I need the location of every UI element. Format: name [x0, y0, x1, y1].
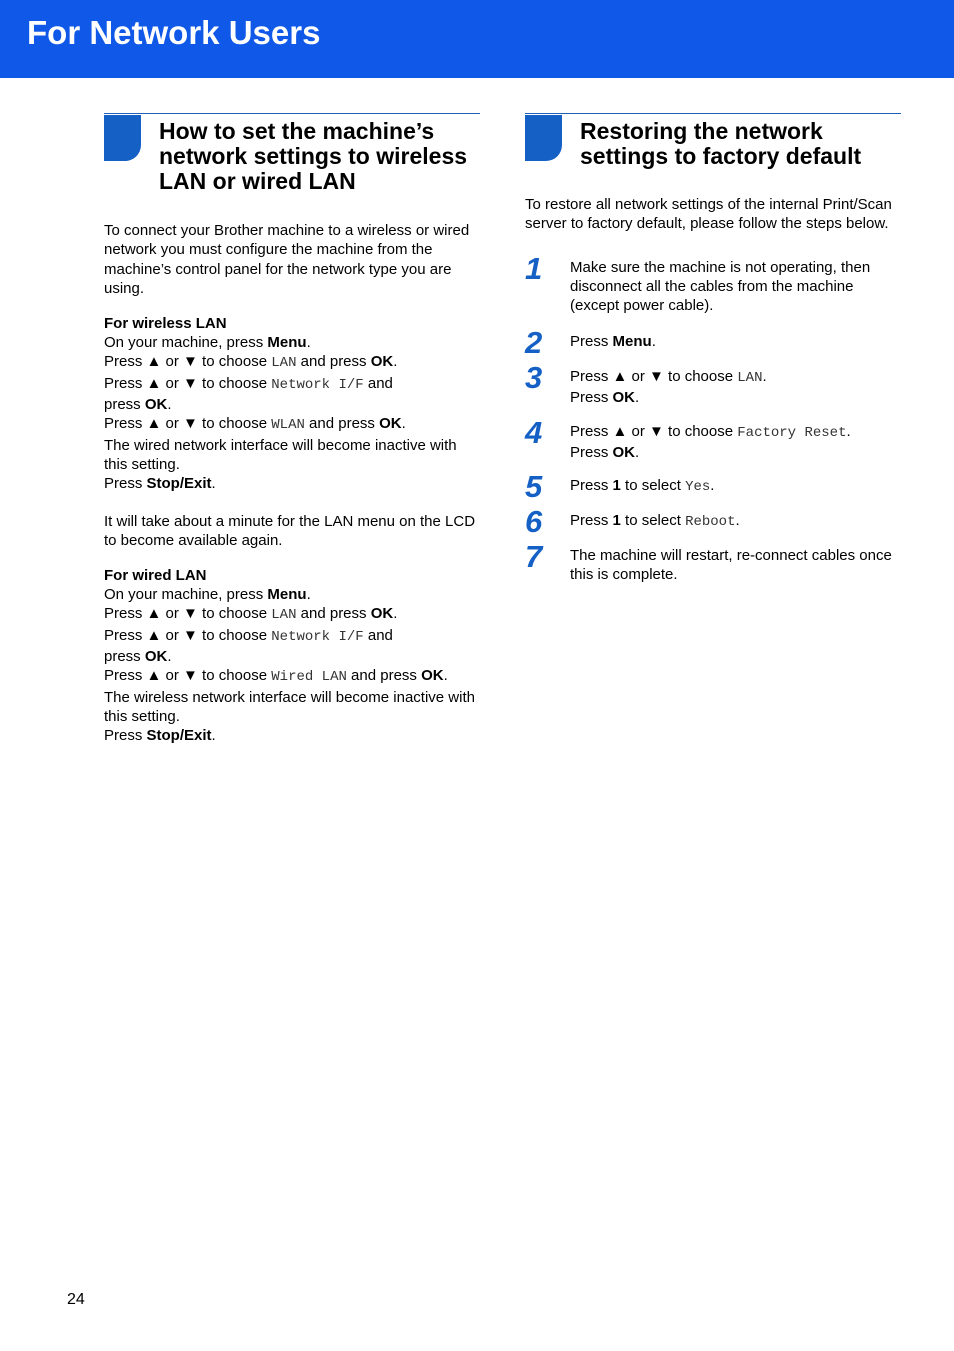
step-number: 6 — [525, 503, 543, 539]
wired-line-6: Press Stop/Exit. — [104, 727, 216, 745]
wireless-line-4: Press ▲ or ▼ to choose WLAN and press OK. — [104, 415, 406, 434]
right-intro: To restore all network settings of the internal Print/Scan server to factory default, please follow the steps below. — [525, 196, 892, 233]
page-number: 24 — [67, 1291, 85, 1308]
wired-line-3: Press ▲ or ▼ to choose Network I/F and press OK. — [104, 626, 393, 666]
right-section — [525, 113, 901, 583]
step-text: Make sure the machine is not operating, then disconnect all the cables from the machine (except power cable). — [570, 258, 871, 315]
left-section-title: How to set the machine’s network settings to wireless LAN or wired LAN — [159, 118, 468, 194]
wireless-line-2: Press ▲ or ▼ to choose LAN and press OK. — [104, 353, 398, 372]
right-section-title: Restoring the network settings to factory default — [580, 118, 862, 169]
wired-heading: For wired LAN — [104, 567, 207, 585]
wireless-line-3: Press ▲ or ▼ to choose Network I/F and press OK. — [104, 374, 393, 414]
step-number: 3 — [525, 359, 543, 395]
left-section-header — [104, 113, 480, 199]
header-banner — [0, 0, 954, 78]
step-text: Press 1 to select Reboot. — [570, 511, 740, 530]
wireless-heading: For wireless LAN — [104, 315, 227, 333]
wireless-line-5: The wired network interface will become inactive with this setting. — [104, 436, 457, 473]
step-number: 4 — [525, 414, 543, 450]
wired-line-5: The wireless network interface will become inactive with this setting. — [104, 688, 475, 725]
step-text: Press Menu. — [570, 332, 656, 350]
wireless-line-1: On your machine, press Menu. — [104, 334, 311, 352]
step-text: Press ▲ or ▼ to choose LAN. Press OK. — [570, 367, 767, 406]
step-number: 1 — [525, 250, 543, 286]
step-number: 7 — [525, 538, 543, 574]
section-tab-marker — [525, 115, 562, 161]
step-text: The machine will restart, re-connect cables once this is complete. — [570, 546, 892, 583]
wired-line-2: Press ▲ or ▼ to choose LAN and press OK. — [104, 605, 398, 624]
wired-line-1: On your machine, press Menu. — [104, 586, 311, 604]
step-text: Press 1 to select Yes. — [570, 476, 715, 495]
right-section-header — [525, 113, 901, 191]
page-header-title: For Network Users — [27, 14, 321, 51]
left-intro: To connect your Brother machine to a wireless or wired network you must configure the machine from the machine’s control panel for the network type you are using. — [104, 222, 470, 297]
step-number: 2 — [525, 324, 543, 360]
step-text: Press ▲ or ▼ to choose Factory Reset. Press OK. — [570, 422, 851, 461]
step-number: 5 — [525, 468, 543, 504]
left-section — [104, 113, 480, 746]
lan-menu-note: It will take about a minute for the LAN menu on the LCD to become available again. — [104, 512, 476, 549]
wireless-line-6: Press Stop/Exit. — [104, 475, 216, 493]
section-tab-marker — [104, 115, 141, 161]
wired-line-4: Press ▲ or ▼ to choose Wired LAN and press OK. — [104, 667, 448, 686]
